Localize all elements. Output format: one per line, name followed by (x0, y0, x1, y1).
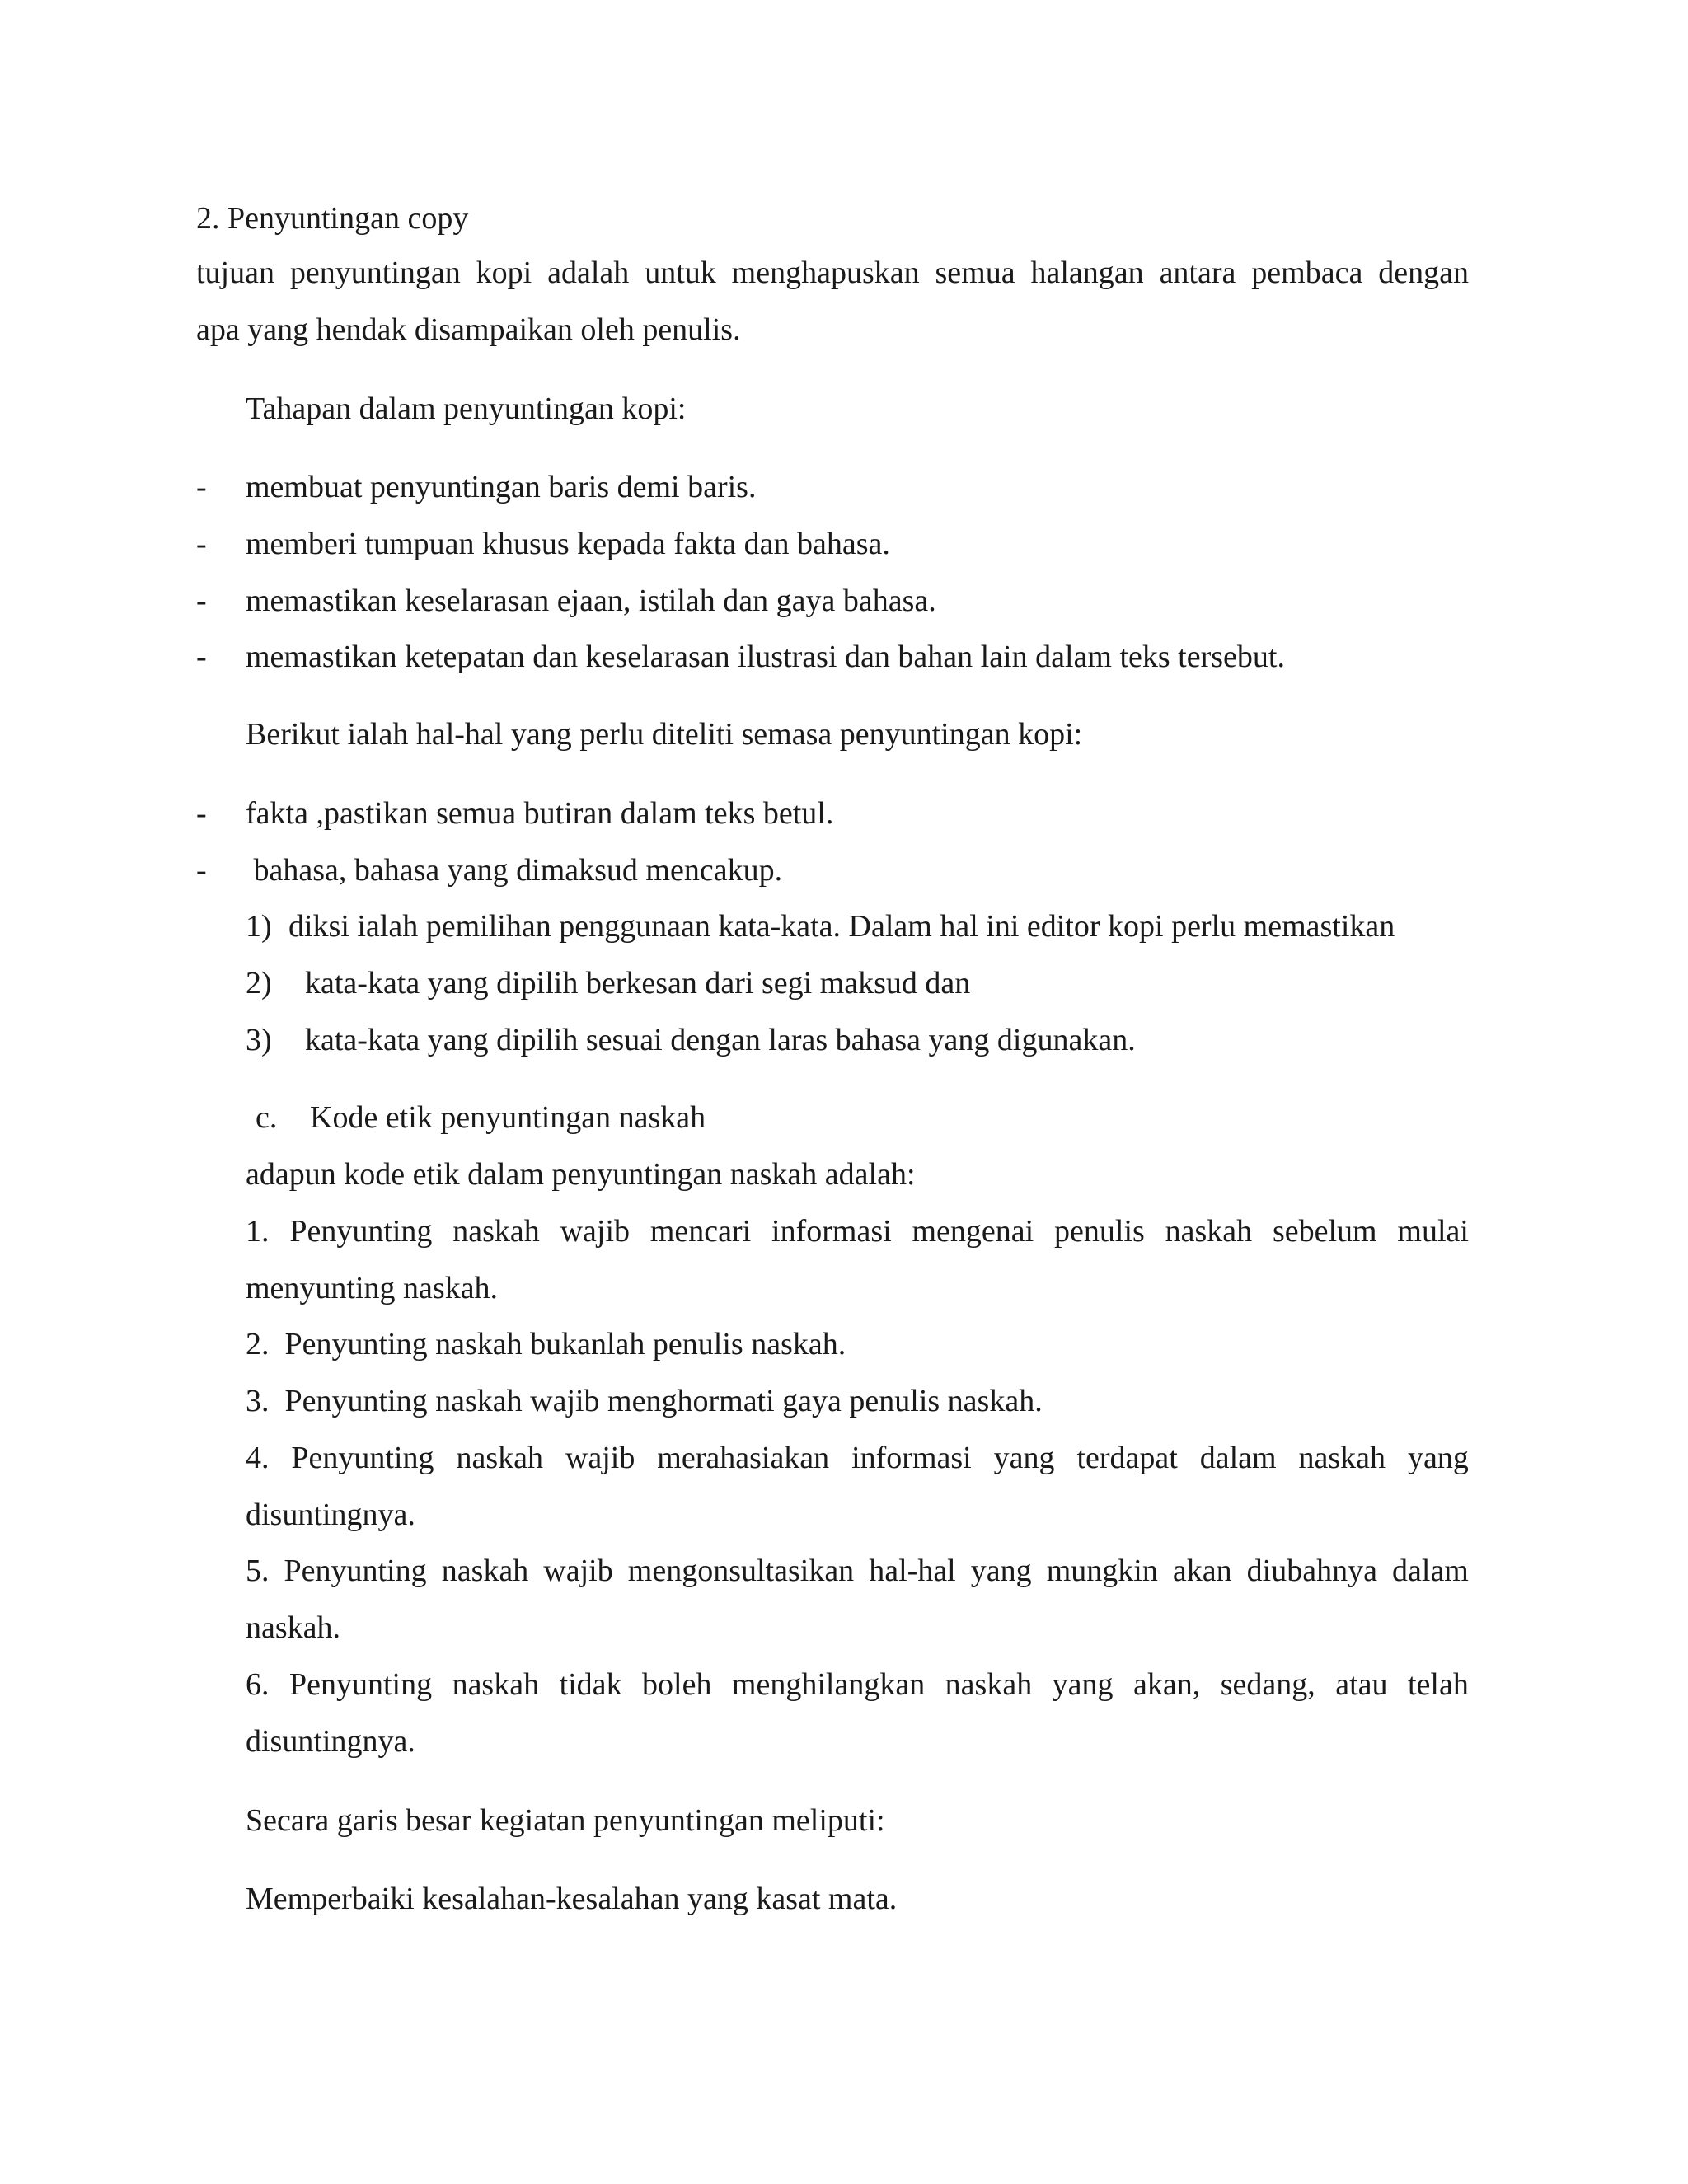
word: naskah (441, 1554, 529, 1588)
word: 4. (246, 1441, 270, 1475)
ethics-item-2: 2. Penyunting naskah bukanlah penulis naskah. (246, 1327, 846, 1361)
check-item: fakta ,pastikan semua butiran dalam teks betul. (246, 796, 834, 831)
word: semua (935, 255, 1015, 290)
word: dalam (1392, 1554, 1469, 1588)
ethics-item-1-cont: menyunting naskah. (246, 1271, 499, 1305)
check-heading: Berikut ialah hal-hal yang perlu diteliti semasa penyuntingan kopi: (246, 717, 1083, 752)
word: dalam (1199, 1441, 1277, 1475)
word: tidak (559, 1667, 622, 1702)
word: sedang, (1220, 1667, 1315, 1702)
word: mulai (1397, 1214, 1469, 1249)
word: wajib (560, 1214, 631, 1249)
diction-number: 3) (246, 1023, 272, 1057)
word: halangan (1030, 255, 1144, 290)
diction-item: kata-kata yang dipilih berkesan dari segi maksud dan (305, 966, 971, 1001)
word: menghilangkan (731, 1667, 926, 1702)
word: akan (1172, 1554, 1232, 1588)
word: sebelum (1272, 1214, 1377, 1249)
word: mencari (649, 1214, 752, 1249)
intro-line-2: apa yang hendak disampaikan oleh penulis. (196, 312, 741, 347)
word: wajib (543, 1554, 613, 1588)
word: 5. (246, 1554, 270, 1588)
word: atau (1335, 1667, 1388, 1702)
word: telah (1407, 1667, 1469, 1702)
word: Penyunting (284, 1554, 427, 1588)
word: naskah (945, 1667, 1033, 1702)
word: antara (1159, 255, 1236, 290)
word: untuk (645, 255, 716, 290)
bullet-dash: - (196, 640, 207, 674)
word: naskah (1165, 1214, 1253, 1249)
bullet-dash: - (196, 527, 207, 561)
word: naskah (1298, 1441, 1386, 1475)
ethics-item-5 (246, 1555, 1469, 1586)
word: informasi (851, 1441, 972, 1475)
word: 1. (246, 1214, 270, 1249)
ethics-item-6-cont: disuntingnya. (246, 1724, 415, 1759)
word: naskah (452, 1214, 540, 1249)
word: Penyunting (288, 1667, 433, 1702)
word: 6. (246, 1667, 270, 1702)
word: hal-hal (869, 1554, 956, 1588)
word: naskah (452, 1667, 540, 1702)
word: penyuntingan (289, 255, 461, 290)
ethics-item-4 (246, 1442, 1469, 1474)
word: penulis (1054, 1214, 1145, 1249)
word: kopi (476, 255, 532, 290)
word: naskah (456, 1441, 543, 1475)
word: yang (1052, 1667, 1114, 1702)
word: informasi (771, 1214, 892, 1249)
intro-line-1 (196, 257, 1469, 288)
word: mengenai (912, 1214, 1034, 1249)
ethics-item-6 (246, 1669, 1469, 1700)
word: Penyunting (289, 1214, 433, 1249)
ethics-item-5-cont: naskah. (246, 1610, 341, 1645)
stage-item: memberi tumpuan khusus kepada fakta dan bahasa. (246, 527, 890, 561)
summary-heading: Secara garis besar kegiatan penyuntingan meliputi: (246, 1803, 885, 1838)
word: mungkin (1046, 1554, 1158, 1588)
diction-number: 2) (246, 966, 272, 1001)
stages-heading: Tahapan dalam penyuntingan kopi: (246, 391, 687, 426)
diction-number: 1) (246, 909, 272, 944)
word: yang (993, 1441, 1055, 1475)
bullet-dash: - (196, 583, 207, 618)
check-item: bahasa, bahasa yang dimaksud mencakup. (246, 853, 783, 888)
word: pembaca (1251, 255, 1363, 290)
word: yang (1407, 1441, 1469, 1475)
word: yang (970, 1554, 1032, 1588)
diction-item: kata-kata yang dipilih sesuai dengan laras bahasa yang digunakan. (305, 1023, 1136, 1057)
section-heading: 2. Penyuntingan copy (196, 201, 469, 236)
word: Penyunting (291, 1441, 434, 1475)
summary-item: Memperbaiki kesalahan-kesalahan yang kasat mata. (246, 1882, 898, 1916)
ethics-item-4-cont: disuntingnya. (246, 1497, 415, 1532)
stage-item: memastikan ketepatan dan keselarasan ilustrasi dan bahan lain dalam teks tersebut. (246, 640, 1285, 674)
word: wajib (565, 1441, 635, 1475)
stage-item: memastikan keselarasan ejaan, istilah dan gaya bahasa. (246, 583, 936, 618)
ethics-intro: adapun kode etik dalam penyuntingan naskah adalah: (246, 1157, 916, 1192)
ethics-item-3: 3. Penyunting naskah wajib menghormati gaya penulis naskah. (246, 1384, 1043, 1418)
word: tujuan (196, 255, 274, 290)
word: merahasiakan (657, 1441, 830, 1475)
word: mengonsultasikan (627, 1554, 855, 1588)
diction-item: diksi ialah pemilihan penggunaan kata-kata. Dalam hal ini editor kopi perlu memastikan (288, 909, 1395, 944)
bullet-dash: - (196, 796, 207, 831)
word: akan, (1133, 1667, 1201, 1702)
ethics-item-1 (246, 1216, 1469, 1247)
word: menghapuskan (731, 255, 920, 290)
word: boleh (642, 1667, 712, 1702)
word: terdapat (1076, 1441, 1178, 1475)
word: diubahnya (1246, 1554, 1377, 1588)
word: adalah (547, 255, 630, 290)
ethics-marker: c. (256, 1100, 278, 1135)
word: dengan (1378, 255, 1469, 290)
bullet-dash: - (196, 470, 207, 504)
stage-item: membuat penyuntingan baris demi baris. (246, 470, 757, 504)
bullet-dash: - (196, 853, 207, 888)
ethics-heading: Kode etik penyuntingan naskah (310, 1100, 706, 1135)
